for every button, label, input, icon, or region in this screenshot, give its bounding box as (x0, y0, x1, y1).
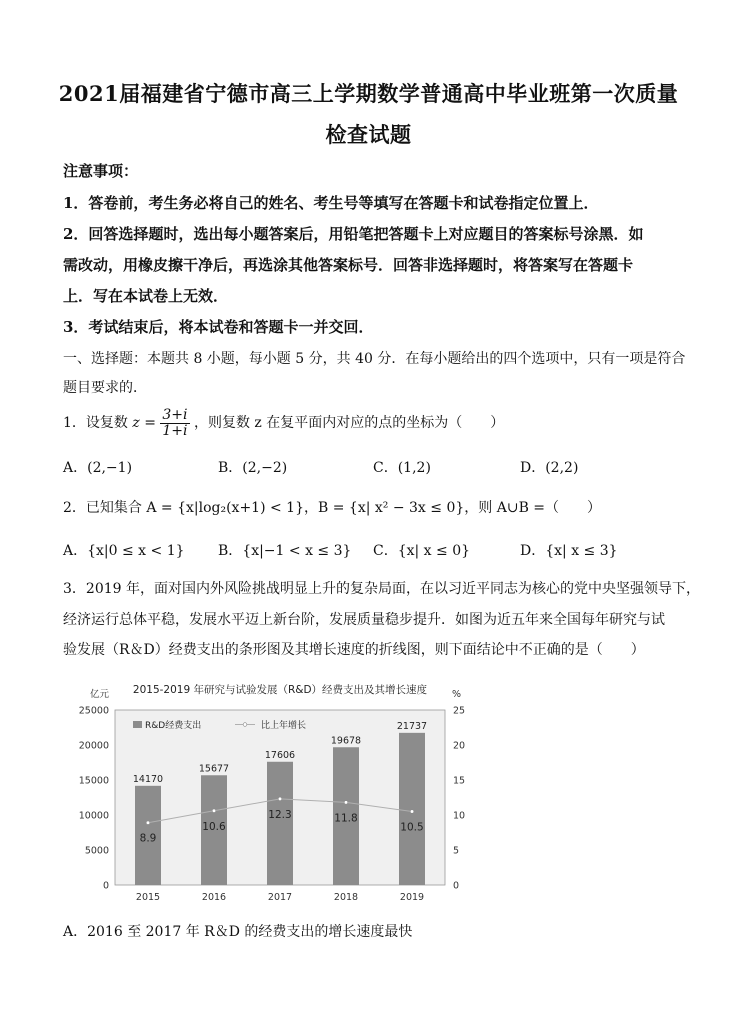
q2-option-c: C．{x| x ≤ 0} (373, 543, 471, 559)
q1-option-d: D．(2,2) (520, 460, 579, 476)
q1-numerator: 3+i (162, 406, 188, 423)
section-instructions-line1: 一、选择题：本题共 8 小题，每小题 5 分，共 40 分．在每小题给出的四个选项中，只有一项是符合 (63, 351, 686, 367)
left-tick-label: 0 (102, 880, 109, 892)
growth-value-label: 10.6 (202, 820, 226, 833)
notice-item-2-line3: 上．写在本试卷上无效． (63, 287, 229, 305)
q1-z-equals: z = (132, 415, 156, 431)
notice-item-1: 1．答卷前，考生务必将自己的姓名、考生号等填写在答题卡和试卷指定位置上． (63, 194, 599, 212)
q1-suffix: ，则复数 z 在复平面内对应的点的坐标为（ ） (193, 415, 505, 431)
doc-title-line1: 2021届福建省宁德市高三上学期数学普通高中毕业班第一次质量 (58, 81, 679, 106)
growth-value-label: 11.8 (334, 812, 358, 825)
q1-denominator: 1+i (162, 422, 188, 439)
x-tick-label: 2018 (333, 892, 359, 903)
x-tick-label: 2019 (399, 892, 425, 903)
left-axis-unit: 亿元 (90, 689, 110, 700)
legend-line-marker (243, 723, 247, 727)
left-tick-label: 10000 (78, 810, 109, 822)
question-3-line1: 3．2019 年，面对国内外风险挑战明显上升的复杂局面，在以习近平同志为核心的党中央坚强领导下， (63, 581, 700, 597)
right-tick-label: 0 (453, 880, 460, 892)
question-2: 2．已知集合 A = {x|log₂(x+1) < 1}，B = {x| x² − 3x ≤ 0}，则 A∪B =（ ） (63, 500, 602, 516)
growth-point (410, 810, 414, 814)
growth-value-label: 12.3 (268, 808, 292, 821)
rd-expenditure-chart (60, 675, 480, 910)
right-tick-label: 15 (453, 775, 466, 787)
q2-option-a: A．{x|0 ≤ x < 1} (63, 543, 185, 559)
question-3-option-a: A．2016 至 2017 年 R＆D 的经费支出的增长速度最快 (63, 924, 413, 940)
growth-value-label: 10.5 (400, 821, 424, 834)
x-tick-label: 2015 (135, 892, 161, 903)
bar-value-label: 14170 (132, 773, 164, 785)
q1-option-b: B．(2,−2) (218, 460, 288, 476)
right-tick-label: 20 (453, 740, 466, 752)
notice-item-2-line2: 需改动，用橡皮擦干净后，再选涂其他答案标号．回答非选择题时，将答案写在答题卡 (63, 256, 634, 274)
growth-point (212, 809, 216, 813)
legend-bar-swatch (133, 721, 142, 728)
left-tick-label: 15000 (78, 775, 109, 787)
q1-option-c: C．(1,2) (373, 460, 431, 476)
q1-option-a: A．(2,−1) (63, 460, 133, 476)
bar-2017 (267, 762, 293, 885)
right-axis-unit: % (452, 689, 462, 700)
left-tick-label: 25000 (78, 705, 109, 717)
legend-line-label: 比上年增长 (261, 721, 307, 731)
growth-value-label: 8.9 (139, 832, 157, 845)
section-instructions-line2: 题目要求的． (63, 380, 147, 396)
chart-title: 2015-2019 年研究与试验发展（R&D）经费支出及其增长速度 (132, 684, 428, 696)
bar-value-label: 17606 (264, 749, 296, 761)
bar-value-label: 21737 (396, 720, 428, 732)
left-tick-label: 5000 (84, 845, 109, 857)
q1-prefix: 1．设复数 (63, 415, 128, 431)
bar-value-label: 15677 (198, 763, 230, 775)
q2-option-b: B．{x|−1 < x ≤ 3} (218, 543, 352, 559)
x-tick-label: 2017 (267, 892, 293, 903)
question-1 (63, 405, 683, 441)
bar-value-label: 19678 (330, 735, 362, 747)
growth-point (278, 797, 282, 801)
growth-point (146, 821, 150, 825)
left-tick-label: 20000 (78, 740, 109, 752)
right-tick-label: 25 (453, 705, 466, 717)
growth-point (344, 801, 348, 805)
doc-title-line2: 检查试题 (325, 122, 412, 147)
right-tick-label: 10 (453, 810, 466, 822)
x-tick-label: 2016 (201, 892, 227, 903)
legend-bar-label: R&D经费支出 (145, 721, 202, 731)
right-tick-label: 5 (453, 845, 460, 857)
q1-fraction (160, 408, 189, 439)
bar-2019 (399, 733, 425, 885)
q2-option-d: D．{x| x ≤ 3} (520, 543, 618, 559)
question-3-line2: 经济运行总体平稳，发展水平迈上新台阶，发展质量稳步提升．如图为近五年来全国每年研究与试 (63, 612, 665, 628)
question-3-line3: 验发展（R＆D）经费支出的条形图及其增长速度的折线图，则下面结论中不正确的是（ ） (63, 642, 645, 658)
notice-item-2-line1: 2．回答选择题时，选出每小题答案后，用铅笔把答题卡上对应题目的答案标号涂黑．如 (63, 225, 644, 243)
notice-heading: 注意事项： (63, 162, 139, 180)
notice-item-3: 3．考试结束后，将本试卷和答题卡一并交回． (63, 318, 374, 336)
